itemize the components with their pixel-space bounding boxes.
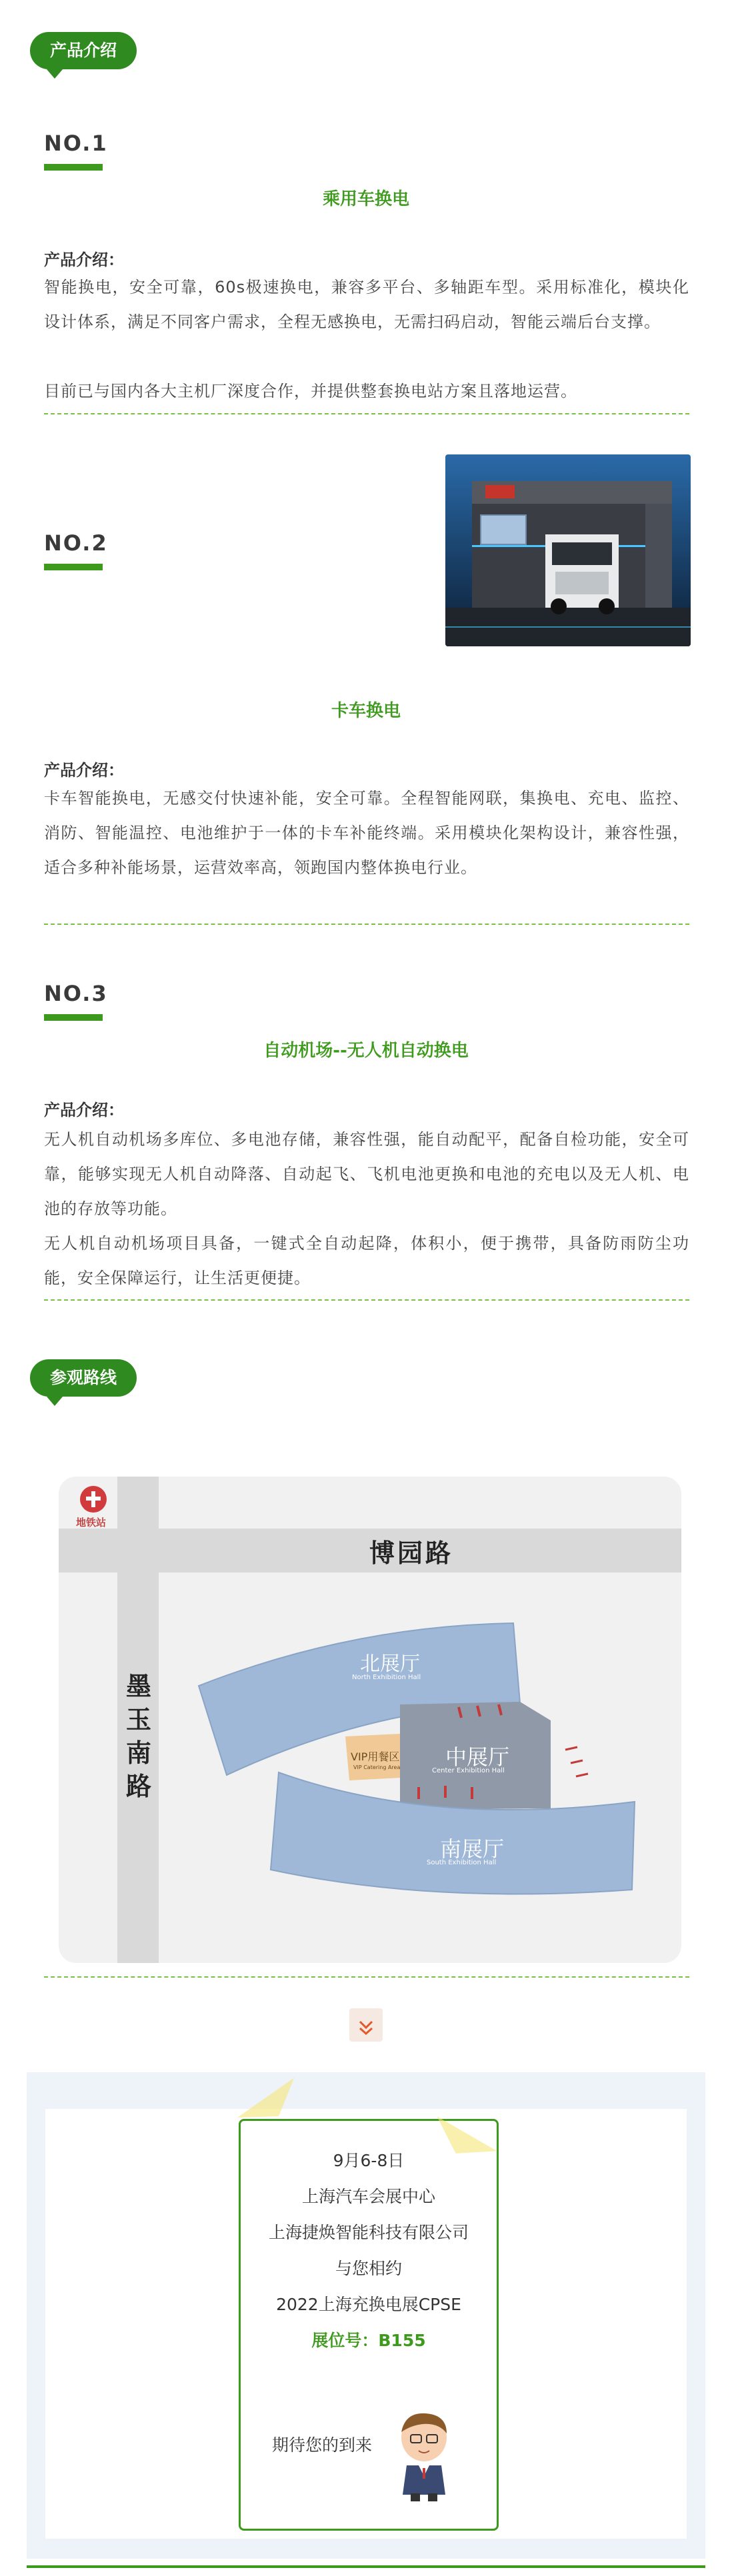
dashed-divider [44,1976,689,1978]
number-underline [44,564,103,570]
dashed-divider [44,924,689,925]
product-description: 无人机自动机场项目具备，一键式全自动起降，体积小，便于携带，具备防雨防尘功能，安全保障运行，让生活更便捷。 [44,1234,689,1287]
product-description: 目前已与国内各大主机厂深度合作，并提供整套换电站方案且落地运营。 [44,382,577,400]
product-intro-label: 产品介绍： [44,251,124,269]
dashed-divider [44,413,689,414]
north-hall-en: North Exhibition Hall [352,1674,421,1681]
product-number: NO.1 [44,131,108,156]
south-hall-label: 南展厅 [440,1836,505,1862]
road-moyunan: 墨玉南路 [125,1672,151,1801]
bottom-divider [27,2565,705,2568]
section-tag-route: 参观路线 [30,1359,137,1397]
invitation-text: 与您相约 [335,2259,402,2278]
truck-swap-station-image [445,454,691,646]
welcome-text: 期待您的到来 [272,2435,373,2455]
product-title: 自动机场--无人机自动换电 [263,1041,469,1061]
cartoon-host [392,2409,456,2503]
event-date: 9月6-8日 [333,2151,405,2170]
company-name: 上海捷焕智能科技有限公司 [268,2223,469,2242]
product-number: NO.3 [44,981,108,1006]
product-description: 智能换电，安全可靠，60s极速换电，兼容多平台、多轴距车型。采用标准化，模块化设计体系，满足不同客户需求，全程无感换电，无需扫码启动，智能云端后台支撑。 [44,278,689,331]
vip-area-label: VIP用餐区 [351,1750,400,1763]
event-venue: 上海汽车会展中心 [301,2187,435,2206]
vip-area-en: VIP Catering Area [353,1764,401,1770]
section-tag-product: 产品介绍 [30,32,137,69]
road-boyuan: 博园路 [369,1539,454,1568]
north-hall-label: 北展厅 [360,1652,420,1676]
product-intro-label: 产品介绍： [44,761,124,780]
dashed-divider [44,1299,689,1301]
center-hall-label: 中展厅 [445,1744,510,1770]
number-underline [44,164,103,171]
number-underline [44,1014,103,1021]
product-number: NO.2 [44,530,108,556]
booth-number: 展位号：B155 [311,2331,426,2350]
expo-name: 2022上海充换电展CPSE [276,2295,461,2314]
product-title: 卡车换电 [331,701,401,721]
product-intro-label: 产品介绍： [44,1101,124,1119]
product-title: 乘用车换电 [322,189,409,209]
tag-pointer [47,69,63,79]
tag-pointer [47,1397,63,1406]
metro-label: 地铁站 [76,1517,107,1529]
product-description: 卡车智能换电，无感交付快速补能，安全可靠。全程智能网联，集换电、充电、监控、消防、智能温控、电池维护于一体的卡车补能终端。采用模块化架构设计，兼容性强，适合多种补能场景，运营效率高，领跑国内整体换电行业。 [44,789,689,877]
product-description: 无人机自动机场多库位、多电池存储，兼容性强，能自动配平，配备自检功能，安全可靠，能够实现无人机自动降落、自动起飞、飞机电池更换和电池的充电以及无人机、电池的存放等功能。 [44,1130,689,1218]
metro-icon [80,1486,107,1513]
center-hall-en: Center Exhibition Hall [432,1767,505,1774]
scroll-down-icon[interactable] [349,2008,383,2042]
invitation-card [239,2119,499,2531]
south-hall-en: South Exhibition Hall [427,1859,497,1866]
venue-map [59,1477,681,1963]
